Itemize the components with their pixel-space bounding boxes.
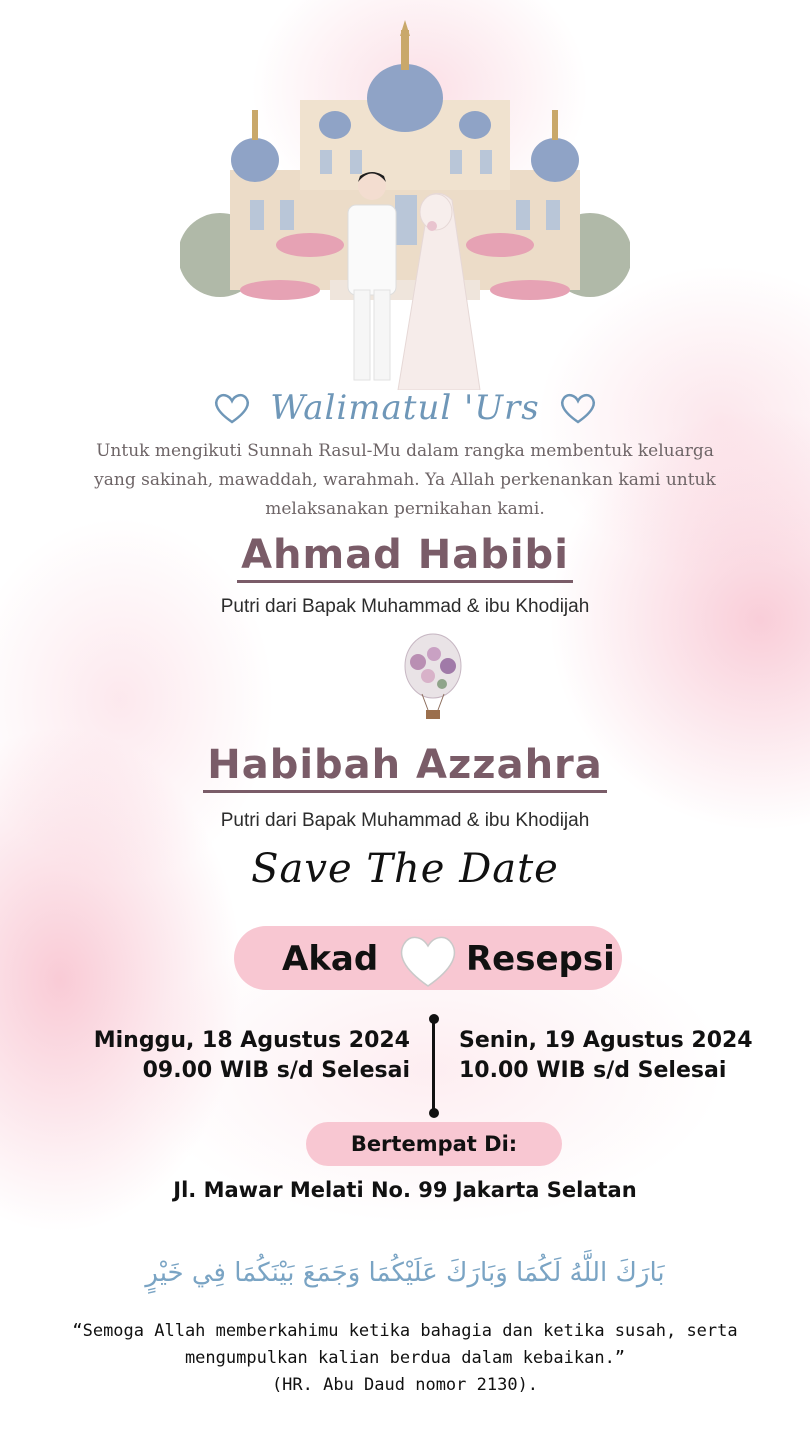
akad-date: Minggu, 18 Agustus 2024 [93,1028,410,1053]
groom-name: Ahmad Habibi [0,532,810,578]
divider-dot-bottom [429,1108,439,1118]
groom-parents: Putri dari Bapak Muhammad & ibu Khodijah [220,596,590,617]
venue-label: Bertempat Di: [350,1132,518,1156]
resepsi-date: Senin, 19 Agustus 2024 [459,1028,753,1053]
save-the-date-title: Save The Date [251,846,559,892]
quote-line-2: mengumpulkan kalian berdua dalam kebaikan.” [184,1348,626,1368]
heart-icon [396,928,460,990]
castle-couple-illustration [180,0,630,390]
schedule-divider [432,1018,435,1114]
heart-outline-icon [558,391,598,425]
akad-label: Akad [282,939,379,979]
quote-source: (HR. Abu Daud nomor 2130). [271,1375,539,1395]
walimatul-header [0,380,810,436]
intro-text: Untuk mengikuti Sunnah Rasul-Mu dalam rangka membentuk keluarga yang sakinah, mawaddah, warahmah. Ya Allah perkenankan kami untuk melaksanakan pernikahan kami. [94,441,716,519]
quote-line-1: “Semoga Allah memberkahimu ketika bahagia dan ketika susah, serta [72,1321,738,1341]
bride-parents: Putri dari Bapak Muhammad & ibu Khodijah [220,810,590,831]
castle-illustration [180,0,630,390]
walimatul-title: Walimatul 'Urs [270,388,540,428]
divider-dot-top [429,1014,439,1024]
blessing-quote [60,1318,750,1399]
arabic-prayer: بَارَكَ اللَّهُ لَكُمَا وَبَارَكَ عَلَيْكُمَا وَجَمَعَ بَيْنَكُمَا فِي خَيْرٍ [145,1258,665,1288]
venue-address: Jl. Mawar Melati No. 99 Jakarta Selatan [173,1178,637,1202]
heart-outline-icon [212,391,252,425]
floral-balloon-icon [396,632,470,722]
akad-schedule [94,1026,410,1086]
bride-name: Habibah Azzahra [0,742,810,788]
resepsi-time: 10.00 WIB s/d Selesai [459,1058,727,1083]
resepsi-label: Resepsi [466,939,615,979]
akad-time: 09.00 WIB s/d Selesai [142,1058,410,1083]
resepsi-schedule [459,1026,753,1086]
